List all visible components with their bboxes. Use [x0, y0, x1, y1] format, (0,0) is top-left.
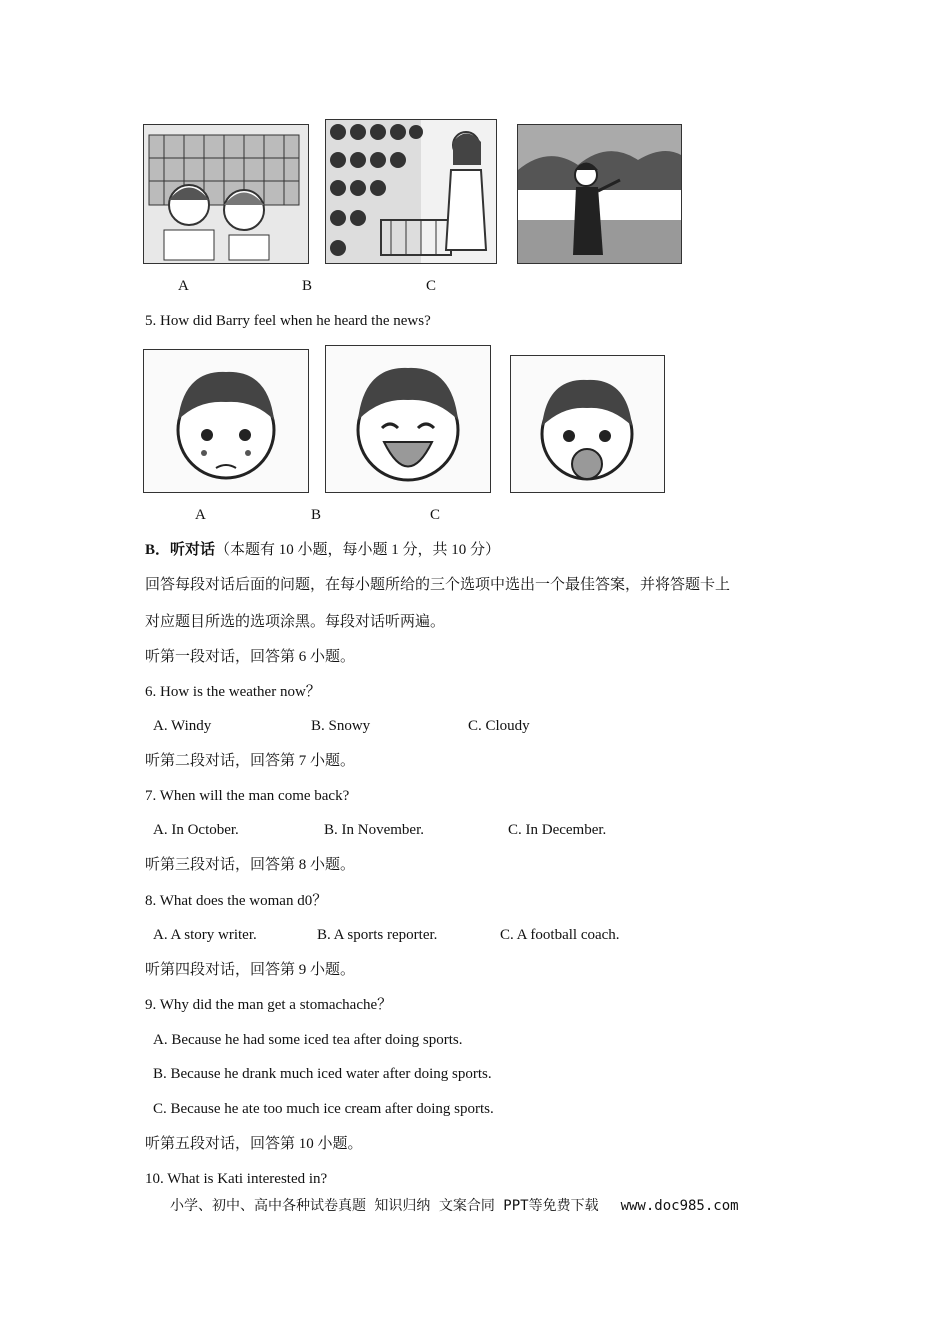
q6-option-a: A. Windy — [153, 718, 212, 734]
q7-option-b: B. In November. — [324, 822, 424, 838]
q8-option-a: A. A story writer. — [153, 927, 257, 943]
footer-url: www.doc985.com — [620, 1198, 739, 1214]
q5-picture-b-laughing-face — [325, 345, 491, 493]
q5-picture-c-surprised-face — [510, 355, 665, 493]
dialogue-4-intro: 听第四段对话，回答第 9 小题。 — [145, 962, 356, 978]
section-b-note: （本题有 10 小题，每小题 1 分，共 10 分） — [215, 542, 501, 558]
section-b-instruction-line1: 回答每段对话后面的问题，在每小题所给的三个选项中选出一个最佳答案，并将答题卡上 — [145, 577, 731, 593]
q6-question: 6. How is the weather now？ — [145, 684, 321, 700]
q9-option-c: C. Because he ate too much ice cream after doing sports. — [153, 1101, 494, 1117]
q9-question: 9. Why did the man get a stomachache？ — [145, 997, 393, 1013]
q4-option-label-a: A — [178, 278, 189, 294]
q8-question: 8. What does the woman d0？ — [145, 893, 328, 909]
q4-picture-c-park — [517, 124, 682, 264]
q4-option-label-c: C — [426, 278, 437, 294]
q6-option-b: B. Snowy — [311, 718, 371, 734]
q8-option-c: C. A football coach. — [500, 927, 620, 943]
footer-text: 小学、初中、高中各种试卷真题 知识归纳 文案合同 PPT等免费下载 — [170, 1198, 599, 1214]
section-b-title: B．听对话 — [145, 542, 216, 558]
dialogue-5-intro: 听第五段对话，回答第 10 小题。 — [145, 1136, 363, 1152]
q5-option-label-a: A — [195, 507, 206, 523]
q7-option-c: C. In December. — [508, 822, 607, 838]
q9-option-a: A. Because he had some iced tea after doing sports. — [153, 1032, 463, 1048]
q7-option-a: A. In October. — [153, 822, 239, 838]
q6-option-c: C. Cloudy — [468, 718, 530, 734]
q5-question: 5. How did Barry feel when he heard the news? — [145, 313, 431, 329]
dialogue-3-intro: 听第三段对话，回答第 8 小题。 — [145, 857, 356, 873]
q7-question: 7. When will the man come back? — [145, 788, 350, 804]
q4-option-label-b: B — [302, 278, 313, 294]
section-b-heading — [145, 543, 500, 558]
q5-picture-a-crying-face — [143, 349, 309, 493]
q4-picture-b-supermarket — [325, 119, 497, 264]
page-footer — [170, 1195, 739, 1215]
q9-option-b: B. Because he drank much iced water after doing sports. — [153, 1066, 492, 1082]
q10-question: 10. What is Kati interested in? — [145, 1171, 328, 1187]
q5-option-label-b: B — [311, 507, 322, 523]
q4-picture-a-library — [143, 124, 309, 264]
dialogue-2-intro: 听第二段对话，回答第 7 小题。 — [145, 753, 356, 769]
q8-option-b: B. A sports reporter. — [317, 927, 438, 943]
section-b-instruction-line2: 对应题目所选的选项涂黑。每段对话听两遍。 — [145, 614, 446, 630]
dialogue-1-intro: 听第一段对话，回答第 6 小题。 — [145, 649, 356, 665]
q5-option-label-c: C — [430, 507, 441, 523]
